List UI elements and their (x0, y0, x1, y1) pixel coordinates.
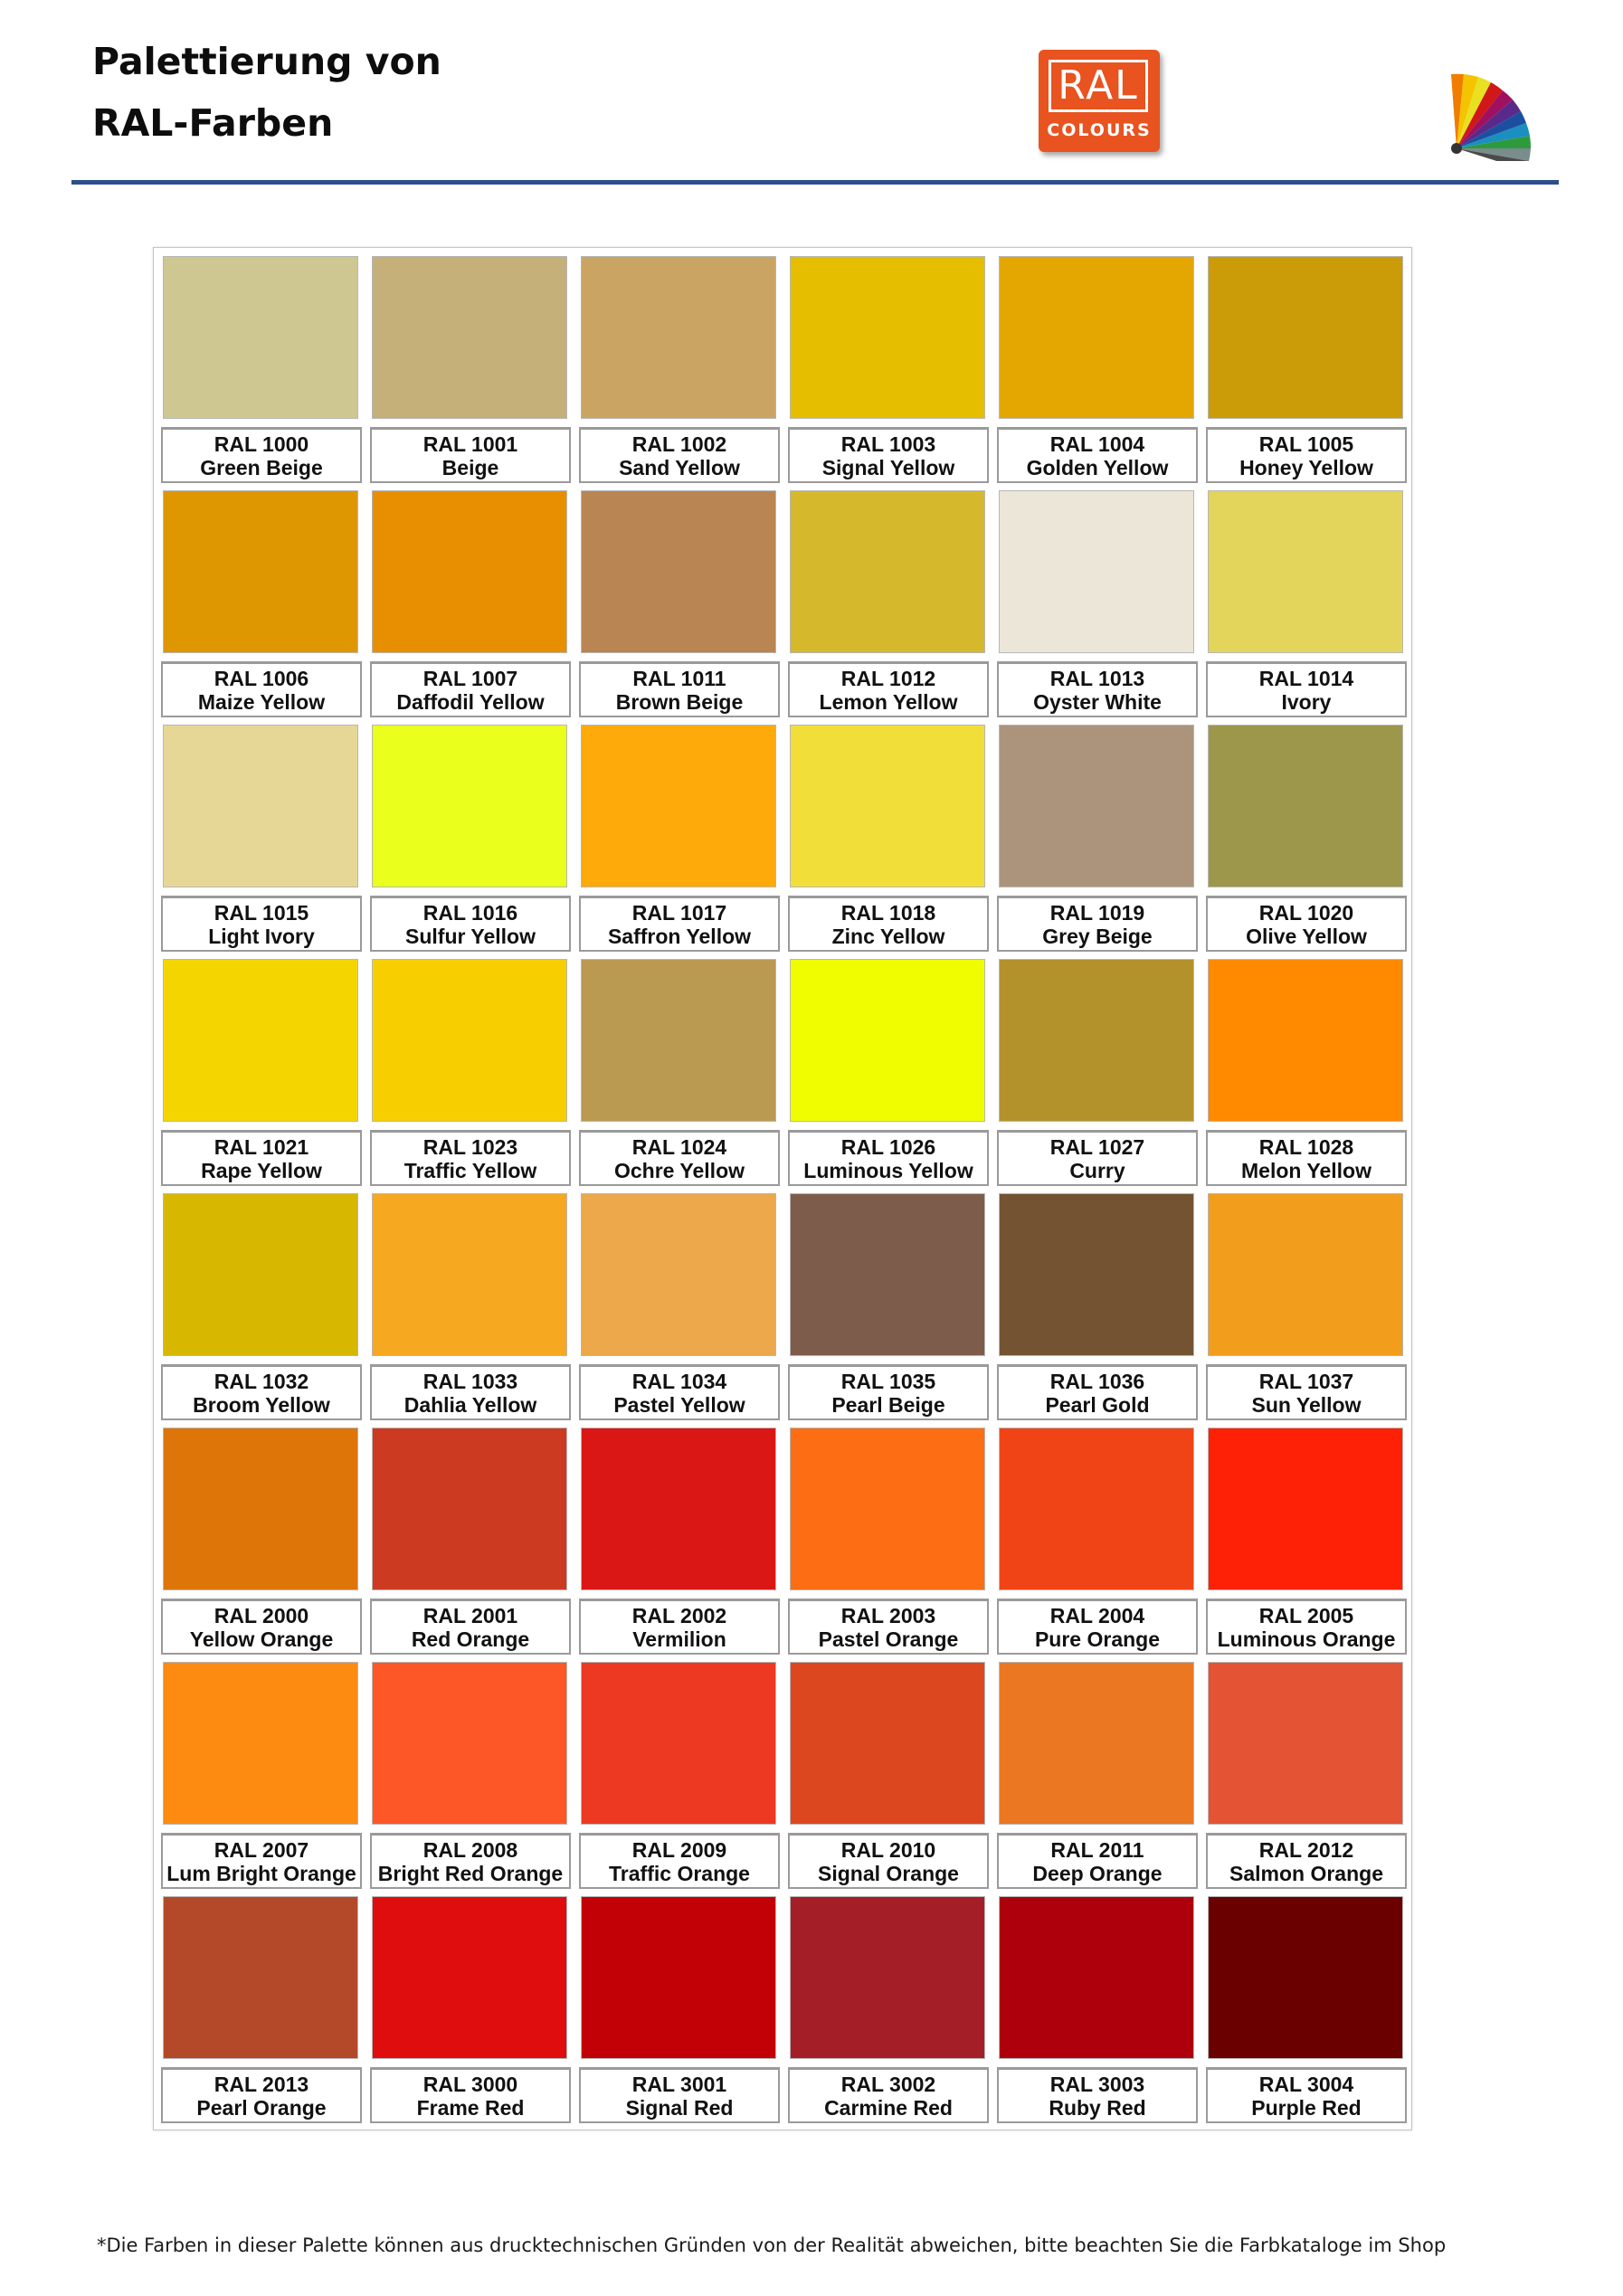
swatch-cell (161, 490, 365, 719)
swatch-cell (997, 725, 1201, 954)
color-name: Pearl Beige (831, 1393, 945, 1417)
color-chip (372, 725, 567, 887)
swatch-label (788, 1599, 989, 1655)
swatch-label (370, 2067, 571, 2123)
color-chip (790, 1662, 985, 1825)
ral-colours-logo (1039, 50, 1160, 152)
ral-code: RAL 1026 (840, 1135, 936, 1159)
ral-code: RAL 2009 (631, 1838, 727, 1862)
ral-code: RAL 1003 (840, 432, 936, 456)
color-name: Ochre Yellow (613, 1159, 745, 1182)
color-name: Curry (1069, 1159, 1125, 1182)
swatch-grid (161, 256, 1409, 2125)
swatch-label (579, 427, 780, 483)
ral-code: RAL 1033 (422, 1370, 518, 1393)
color-name: Honey Yellow (1239, 456, 1373, 479)
color-chip (372, 959, 567, 1122)
color-chip (163, 1896, 358, 2059)
swatch-cell (788, 490, 992, 719)
color-name: Signal Orange (818, 1862, 959, 1885)
color-name: Carmine Red (824, 2096, 953, 2120)
footnote: *Die Farben in dieser Palette können aus drucktechnischen Gründen von der Realität abweichen, bitte beachten Sie die Farbkataloge im Shop (97, 2234, 1447, 2256)
color-chip (372, 1428, 567, 1590)
ral-code: RAL 2013 (214, 2073, 309, 2096)
color-chip (790, 1896, 985, 2059)
color-name: Traffic Yellow (403, 1159, 537, 1182)
ral-code: RAL 3003 (1049, 2073, 1145, 2096)
swatch-label (161, 896, 362, 952)
swatch-label (1206, 1833, 1407, 1889)
swatch-label (370, 1599, 571, 1655)
swatch-cell (161, 256, 365, 485)
ral-code: RAL 1018 (840, 901, 936, 925)
color-name: Pearl Gold (1045, 1393, 1150, 1417)
color-name: Melon Yellow (1241, 1159, 1371, 1182)
ral-code: RAL 3001 (631, 2073, 727, 2096)
ral-code: RAL 1016 (422, 901, 518, 925)
swatch-label (579, 661, 780, 717)
ral-code: RAL 1006 (214, 667, 309, 690)
swatch-cell (1206, 1896, 1409, 2125)
color-name: Pastel Orange (818, 1627, 959, 1651)
color-chip (372, 1896, 567, 2059)
color-name: Maize Yellow (197, 690, 326, 714)
swatch-label (788, 1364, 989, 1420)
swatch-cell (370, 1428, 574, 1656)
swatch-cell (370, 1193, 574, 1422)
swatch-label (579, 896, 780, 952)
swatch-cell (579, 1896, 783, 2125)
swatch-cell (788, 725, 992, 954)
color-chip (999, 490, 1194, 653)
swatch-cell (370, 959, 574, 1188)
color-name: Luminous Yellow (803, 1159, 973, 1182)
ral-code: RAL 1014 (1258, 667, 1354, 690)
color-palette-table (153, 247, 1412, 2130)
swatch-cell (370, 725, 574, 954)
swatch-cell (997, 490, 1201, 719)
swatch-cell (997, 959, 1201, 1188)
color-name: Dahlia Yellow (403, 1393, 537, 1417)
swatch-label (1206, 1599, 1407, 1655)
color-chip (581, 1662, 776, 1825)
swatch-label (370, 896, 571, 952)
ral-code: RAL 1013 (1049, 667, 1145, 690)
color-chip (790, 1428, 985, 1590)
swatch-label (997, 2067, 1198, 2123)
color-chip (163, 256, 358, 419)
color-chip (999, 1193, 1194, 1356)
ral-code: RAL 1023 (422, 1135, 518, 1159)
swatch-label (579, 1364, 780, 1420)
swatch-label (788, 661, 989, 717)
swatch-cell (788, 1896, 992, 2125)
ral-code: RAL 1011 (632, 667, 726, 690)
color-chip (999, 1896, 1194, 2059)
ral-code: RAL 3004 (1258, 2073, 1354, 2096)
swatch-cell (997, 256, 1201, 485)
ral-code: RAL 1019 (1049, 901, 1145, 925)
ral-code: RAL 2012 (1258, 1838, 1354, 1862)
color-name: Purple Red (1251, 2096, 1362, 2120)
swatch-label (579, 1130, 780, 1186)
swatch-label (997, 1130, 1198, 1186)
swatch-cell (997, 1662, 1201, 1891)
color-chip (999, 725, 1194, 887)
swatch-cell (579, 1662, 783, 1891)
color-chip (163, 490, 358, 653)
color-chip (372, 256, 567, 419)
swatch-label (370, 1364, 571, 1420)
swatch-cell (370, 1896, 574, 2125)
swatch-label (161, 1599, 362, 1655)
swatch-cell (788, 1662, 992, 1891)
swatch-label (788, 896, 989, 952)
swatch-label (997, 427, 1198, 483)
color-name: Brown Beige (615, 690, 744, 714)
swatch-label (997, 1833, 1198, 1889)
color-name: Pure Orange (1034, 1627, 1161, 1651)
ral-code: RAL 2001 (422, 1604, 518, 1627)
color-chip (1208, 959, 1403, 1122)
ral-code: RAL 1028 (1258, 1135, 1354, 1159)
swatch-cell (1206, 1428, 1409, 1656)
color-name: Lemon Yellow (819, 690, 958, 714)
color-chip (163, 725, 358, 887)
color-name: Vermilion (632, 1627, 726, 1651)
ral-code: RAL 1027 (1049, 1135, 1145, 1159)
color-chip (999, 1428, 1194, 1590)
color-name: Olive Yellow (1246, 925, 1367, 948)
swatch-cell (1206, 725, 1409, 954)
color-chip (1208, 725, 1403, 887)
color-name: Sun Yellow (1251, 1393, 1362, 1417)
title-line-1: Palettierung von (92, 40, 441, 83)
ral-code: RAL 1024 (631, 1135, 727, 1159)
swatch-label (997, 896, 1198, 952)
color-chip (581, 256, 776, 419)
swatch-cell (161, 725, 365, 954)
color-fan-icon (1440, 43, 1549, 161)
ral-code: RAL 2007 (214, 1838, 309, 1862)
swatch-label (788, 1833, 989, 1889)
swatch-label (997, 1364, 1198, 1420)
color-name: Luminous Orange (1217, 1627, 1396, 1651)
swatch-cell (1206, 256, 1409, 485)
color-chip (163, 1662, 358, 1825)
color-chip (581, 725, 776, 887)
color-chip (999, 1662, 1194, 1825)
swatch-label (370, 427, 571, 483)
ral-code: RAL 2002 (631, 1604, 727, 1627)
color-chip (581, 1193, 776, 1356)
ral-code: RAL 1012 (840, 667, 936, 690)
swatch-cell (788, 1193, 992, 1422)
swatch-cell (370, 1662, 574, 1891)
swatch-cell (579, 256, 783, 485)
ral-logo-text: RAL (1049, 60, 1148, 112)
color-chip (1208, 1428, 1403, 1590)
color-name: Sulfur Yellow (405, 925, 536, 948)
color-chip (581, 1896, 776, 2059)
color-name: Rape Yellow (201, 1159, 322, 1182)
swatch-cell (370, 256, 574, 485)
swatch-cell (579, 959, 783, 1188)
ral-code: RAL 1032 (214, 1370, 309, 1393)
color-chip (581, 959, 776, 1122)
swatch-label (788, 427, 989, 483)
color-chip (790, 725, 985, 887)
ral-code: RAL 1035 (840, 1370, 936, 1393)
swatch-label (1206, 661, 1407, 717)
color-name: Frame Red (416, 2096, 525, 2120)
ral-code: RAL 2010 (840, 1838, 936, 1862)
swatch-label (1206, 896, 1407, 952)
color-name: Lum Bright Orange (166, 1862, 356, 1885)
color-name: Bright Red Orange (377, 1862, 564, 1885)
ral-code: RAL 1004 (1049, 432, 1145, 456)
ral-code: RAL 1020 (1258, 901, 1354, 925)
swatch-cell (161, 1428, 365, 1656)
ral-code: RAL 1034 (631, 1370, 727, 1393)
color-chip (1208, 1896, 1403, 2059)
color-chip (372, 1193, 567, 1356)
swatch-label (788, 2067, 989, 2123)
ral-code: RAL 1037 (1258, 1370, 1354, 1393)
color-chip (372, 490, 567, 653)
color-name: Salmon Orange (1229, 1862, 1383, 1885)
swatch-label (1206, 1364, 1407, 1420)
swatch-label (1206, 427, 1407, 483)
color-chip (1208, 490, 1403, 653)
swatch-label (997, 1599, 1198, 1655)
color-name: Zinc Yellow (831, 925, 945, 948)
color-name: Light Ivory (208, 925, 315, 948)
ral-code: RAL 3000 (422, 2073, 518, 2096)
color-chip (999, 959, 1194, 1122)
swatch-cell (1206, 490, 1409, 719)
swatch-cell (370, 490, 574, 719)
title-line-2: RAL-Farben (92, 101, 334, 145)
swatch-cell (161, 1193, 365, 1422)
color-name: Saffron Yellow (607, 925, 752, 948)
swatch-label (579, 1833, 780, 1889)
swatch-cell (788, 256, 992, 485)
swatch-cell (161, 1896, 365, 2125)
swatch-label (161, 2067, 362, 2123)
ral-code: RAL 3002 (840, 2073, 936, 2096)
color-name: Sand Yellow (619, 456, 740, 479)
ral-code: RAL 2008 (422, 1838, 518, 1862)
swatch-cell (579, 725, 783, 954)
color-name: Signal Yellow (821, 456, 955, 479)
color-chip (581, 1428, 776, 1590)
swatch-label (161, 1130, 362, 1186)
color-chip (790, 1193, 985, 1356)
swatch-label (788, 1130, 989, 1186)
color-chip (163, 1193, 358, 1356)
ral-code: RAL 2011 (1050, 1838, 1144, 1862)
color-chip (790, 256, 985, 419)
ral-code: RAL 1002 (631, 432, 727, 456)
swatch-label (161, 427, 362, 483)
color-name: Grey Beige (1042, 925, 1153, 948)
color-name: Green Beige (200, 456, 323, 479)
ral-code: RAL 1000 (214, 432, 309, 456)
color-chip (372, 1662, 567, 1825)
swatch-cell (1206, 959, 1409, 1188)
color-name: Pearl Orange (196, 2096, 327, 2120)
ral-logo-subtext: COLOURS (1047, 120, 1152, 140)
swatch-label (579, 2067, 780, 2123)
color-chip (999, 256, 1194, 419)
color-chip (581, 490, 776, 653)
swatch-cell (1206, 1662, 1409, 1891)
swatch-label (1206, 2067, 1407, 2123)
swatch-cell (161, 959, 365, 1188)
swatch-cell (997, 1896, 1201, 2125)
color-name: Ivory (1281, 690, 1332, 714)
color-name: Broom Yellow (193, 1393, 330, 1417)
swatch-label (370, 1130, 571, 1186)
header-divider (71, 180, 1559, 185)
ral-code: RAL 1017 (631, 901, 727, 925)
ral-code: RAL 1021 (214, 1135, 309, 1159)
swatch-cell (1206, 1193, 1409, 1422)
color-name: Ruby Red (1049, 2096, 1146, 2120)
swatch-label (161, 1364, 362, 1420)
ral-code: RAL 1001 (422, 432, 518, 456)
swatch-label (579, 1599, 780, 1655)
swatch-label (370, 1833, 571, 1889)
ral-code: RAL 1005 (1258, 432, 1354, 456)
color-name: Oyster White (1033, 690, 1162, 714)
ral-code: RAL 2005 (1258, 1604, 1354, 1627)
swatch-cell (788, 1428, 992, 1656)
color-name: Pastel Yellow (613, 1393, 745, 1417)
page-title (92, 31, 441, 154)
color-chip (163, 959, 358, 1122)
color-chip (790, 490, 985, 653)
color-name: Yellow Orange (189, 1627, 334, 1651)
color-name: Signal Red (625, 2096, 734, 2120)
ral-code: RAL 2003 (840, 1604, 936, 1627)
color-name: Red Orange (411, 1627, 530, 1651)
swatch-label (997, 661, 1198, 717)
swatch-label (370, 661, 571, 717)
color-chip (163, 1428, 358, 1590)
color-chip (790, 959, 985, 1122)
swatch-label (1206, 1130, 1407, 1186)
color-chip (1208, 1193, 1403, 1356)
color-name: Deep Orange (1032, 1862, 1163, 1885)
ral-code: RAL 1015 (214, 901, 309, 925)
color-name: Daffodil Yellow (396, 690, 545, 714)
ral-code: RAL 2000 (214, 1604, 309, 1627)
swatch-cell (161, 1662, 365, 1891)
ral-code: RAL 1036 (1049, 1370, 1145, 1393)
color-name: Beige (441, 456, 499, 479)
swatch-cell (997, 1193, 1201, 1422)
swatch-cell (997, 1428, 1201, 1656)
swatch-cell (579, 1428, 783, 1656)
color-name: Traffic Orange (609, 1862, 750, 1885)
ral-code: RAL 1007 (422, 667, 518, 690)
swatch-cell (788, 959, 992, 1188)
ral-code: RAL 2004 (1049, 1604, 1145, 1627)
swatch-cell (579, 1193, 783, 1422)
swatch-label (161, 661, 362, 717)
color-name: Golden Yellow (1026, 456, 1169, 479)
swatch-label (161, 1833, 362, 1889)
color-chip (1208, 256, 1403, 419)
color-chip (1208, 1662, 1403, 1825)
swatch-cell (579, 490, 783, 719)
